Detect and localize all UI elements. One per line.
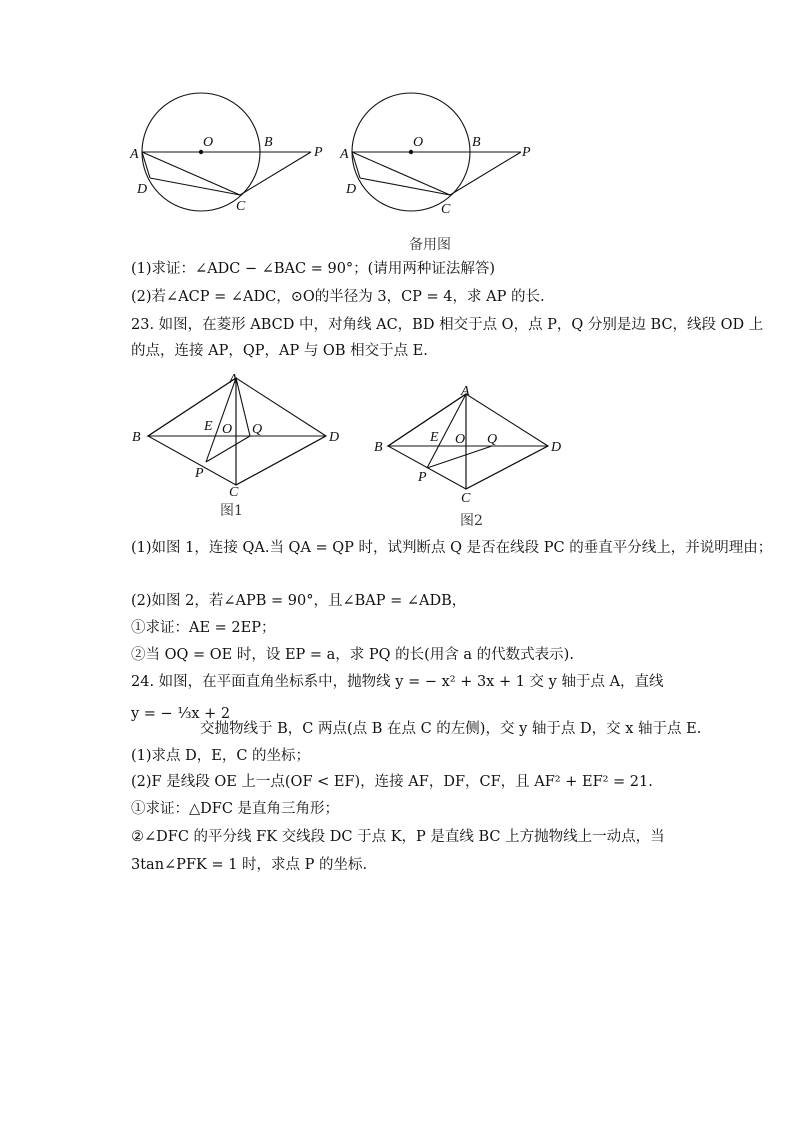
text-line: (1)求点 D，E，C 的坐标； bbox=[131, 748, 311, 764]
rhombus-figure-2 bbox=[370, 382, 580, 507]
label-D: D bbox=[551, 440, 562, 455]
label-O: O bbox=[203, 135, 214, 150]
text-line: ②当 OQ = OE 时，设 EP = a，求 PQ 的长(用含 a 的代数式表示). bbox=[131, 647, 574, 663]
rhombus-figure-1 bbox=[128, 370, 348, 500]
text-line: ①求证：AE = 2EP； bbox=[131, 620, 276, 636]
figure-caption-2: 图2 bbox=[460, 513, 483, 529]
text-line: y = − ⅓x + 2 bbox=[131, 706, 231, 722]
label-E: E bbox=[430, 430, 439, 445]
label-B: B bbox=[374, 440, 383, 455]
label-D: D bbox=[329, 430, 340, 445]
text-line: 3tan∠PFK = 1 时，求点 P 的坐标. bbox=[131, 857, 368, 873]
label-Q: Q bbox=[487, 432, 498, 447]
text-line: (2)如图 2，若∠APB = 90°，且∠BAP = ∠ADB， bbox=[131, 593, 467, 609]
label-D: D bbox=[137, 182, 148, 197]
label-Q: Q bbox=[252, 422, 263, 437]
text-line: 23. 如图，在菱形 ABCD 中，对角线 AC，BD 相交于点 O，点 P，Q 分别是边 BC，线段 OD 上 bbox=[131, 317, 764, 333]
label-P: P bbox=[195, 466, 204, 481]
label-P: P bbox=[314, 145, 323, 160]
text-line: ①求证：△DFC 是直角三角形； bbox=[131, 801, 340, 817]
text-line: ②∠DFC 的平分线 FK 交线段 DC 于点 K，P 是直线 BC 上方抛物线上一动点，当 bbox=[131, 829, 665, 845]
label-A: A bbox=[340, 147, 349, 162]
label-B: B bbox=[264, 135, 273, 150]
label-O: O bbox=[455, 432, 466, 447]
label-C: C bbox=[236, 199, 246, 214]
label-A: A bbox=[229, 372, 238, 387]
text-line: 交抛物线于 B，C 两点(点 B 在点 C 的左侧)，交 y 轴于点 D，交 x 轴于点 E. bbox=[200, 721, 702, 737]
text-line: (1)如图 1，连接 QA.当 QA = QP 时，试判断点 Q 是否在线段 PC 的垂直平分线上，并说明理由； bbox=[131, 540, 773, 556]
label-C: C bbox=[461, 491, 471, 506]
label-A: A bbox=[461, 384, 470, 399]
text-line: 的点，连接 AP，QP，AP 与 OB 相交于点 E. bbox=[131, 343, 428, 359]
text-line: 24. 如图，在平面直角坐标系中，抛物线 y = − x² + 3x + 1 交 y 轴于点 A，直线 bbox=[131, 674, 664, 690]
label-P: P bbox=[522, 145, 531, 160]
circle-figure-right bbox=[338, 92, 538, 222]
label-O: O bbox=[413, 135, 424, 150]
label-C: C bbox=[441, 202, 451, 217]
label-C: C bbox=[229, 485, 239, 500]
label-E: E bbox=[204, 419, 213, 434]
text-line: (2)F 是线段 OE 上一点(OF < EF)，连接 AF，DF，CF，且 AF² + EF² = 21. bbox=[131, 774, 653, 790]
label-B: B bbox=[472, 135, 481, 150]
label-P: P bbox=[418, 470, 427, 485]
text-line: (1)求证：∠ADC − ∠BAC = 90°；(请用两种证法解答) bbox=[131, 261, 495, 277]
text-line: (2)若∠ACP = ∠ADC，⊙O的半径为 3，CP = 4，求 AP 的长. bbox=[131, 289, 545, 305]
circle-figure-left bbox=[128, 92, 328, 222]
figure-caption-1: 图1 bbox=[220, 503, 243, 519]
label-D: D bbox=[346, 182, 357, 197]
label-O: O bbox=[222, 422, 233, 437]
label-A: A bbox=[130, 147, 139, 162]
figure-caption-spare: 备用图 bbox=[409, 237, 451, 253]
label-B: B bbox=[132, 430, 141, 445]
